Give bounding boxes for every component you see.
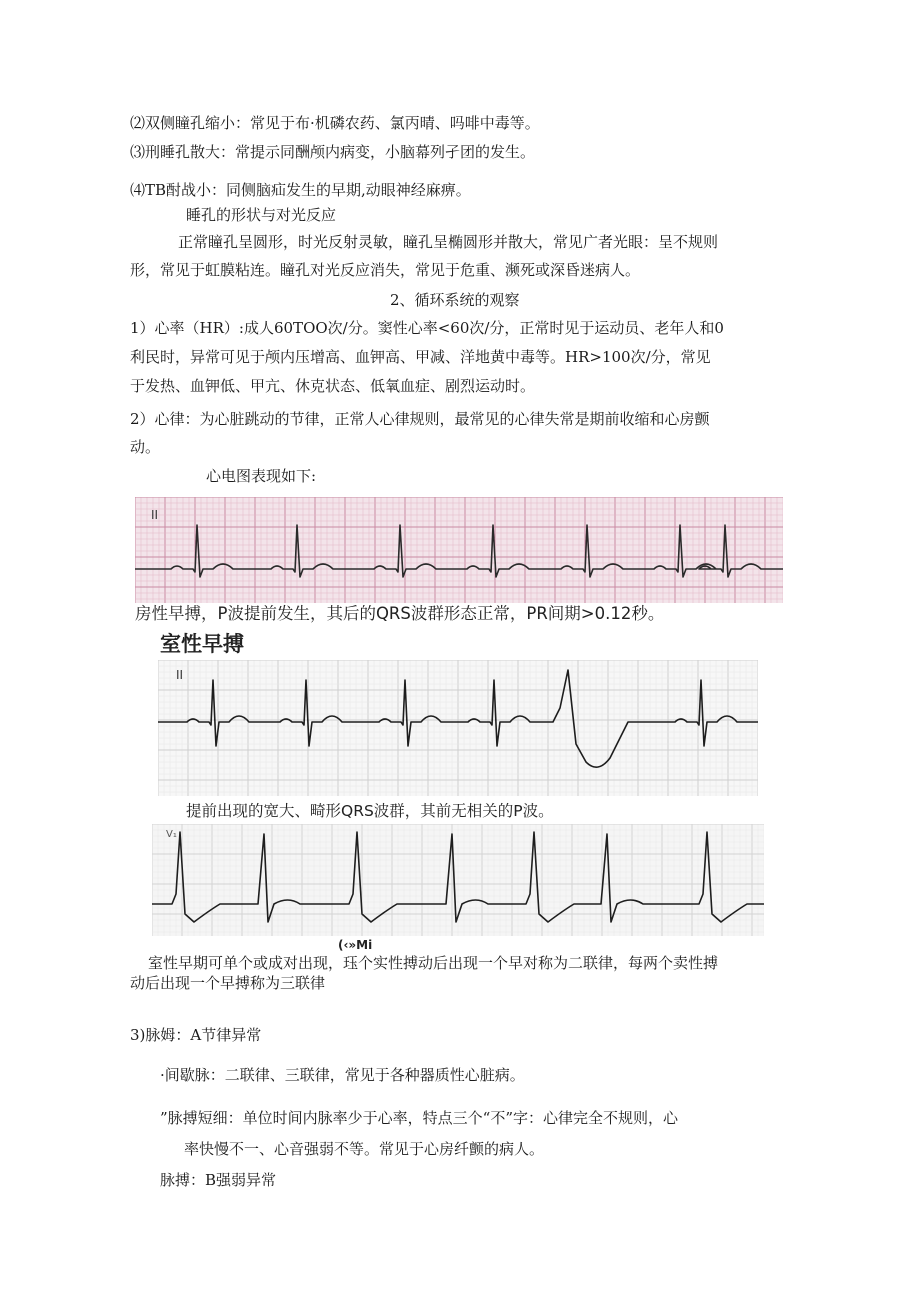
ecg-lead-label-2: II xyxy=(176,668,184,682)
caption-ventricular: 提前出现的宽大、畸形QRS波群，其前无相关的P波。 xyxy=(186,802,554,820)
strip3-caption-label: (‹»Mi xyxy=(338,938,373,952)
section-heading-circulation: 2、循环系统的观察 xyxy=(390,291,520,309)
text-mydriasis: ⑶刑睡孔散大：常提示同酬颅内病变，小脑幕列孑团的发生。 xyxy=(130,143,536,161)
text-pulse-strength: 脉搏：B强弱异常 xyxy=(160,1171,277,1189)
text-pulse-heading: 3)脉姆：A节律异常 xyxy=(130,1026,262,1044)
text-heart-rate-a: 1）心率（HR）:成人60TOO次/分。窦性心率<60次/分，正常时见于运动员、老年人和0 xyxy=(130,319,724,337)
subheading-pupil-shape: 睡孔的形状与对光反应 xyxy=(186,206,337,224)
ecg-strip-atrial xyxy=(135,497,783,603)
text-bilateral-miosis: ⑵双侧瞳孔缩小：常见于布·机磷农药、氯丙晴、吗啡中毒等。 xyxy=(130,114,540,132)
ecg-strip-bigeminy-svg xyxy=(152,824,764,936)
text-ecg-intro: 心电图表现如下: xyxy=(206,467,317,485)
text-rhythm-b: 动。 xyxy=(130,438,161,456)
text-intermittent-pulse: ·间歇脉：二联律、三联律，常见于各种器质性心脏病。 xyxy=(160,1066,525,1084)
text-rhythm-a: 2）心律：为心脏跳动的节律，正常人心律规则，最常见的心律失常是期前收缩和心房颤 xyxy=(130,410,710,428)
text-unilateral: ⑷TB酎战小：同侧脑疝发生的早期,动眼神经麻痹。 xyxy=(130,181,471,199)
text-heart-rate-b: 利民时，异常可见于颅内压增高、血钾高、甲减、洋地黄中毒等。HR>100次/分，常见 xyxy=(130,348,711,366)
text-bigeminy-b: 动后出现一个早搏称为三联律 xyxy=(130,974,326,992)
text-pulse-deficit-b: 率快慢不一、心音强弱不等。常见于心房纤颤的病人。 xyxy=(184,1140,545,1158)
ecg-strip-bigeminy xyxy=(152,824,764,936)
ecg-lead-label-3: V₁ xyxy=(166,829,177,840)
text-pupil-shape-a: 正常瞳孔呈圆形，时光反射灵敏，瞳孔呈椭圆形并散大，常见广者光眼：呈不规则 xyxy=(178,233,719,251)
text-heart-rate-c: 于发热、血钾低、甲亢、休克状态、低氧血症、剧烈运动时。 xyxy=(130,377,536,395)
text-bigeminy-a: 室性早期可单个或成对出现，珏个实性搏动后出现一个早对称为二联律，每两个卖性搏 xyxy=(148,954,719,972)
ecg-strip-ventricular-svg xyxy=(158,660,758,796)
caption-atrial-premature: 房性早搏，P波提前发生，其后的QRS波群形态正常，PR间期>0.12秒。 xyxy=(135,604,665,623)
text-pupil-shape-b: 形，常见于虹膜粘连。瞳孔对光反应消失，常见于危重、濒死或深昏迷病人。 xyxy=(130,261,641,279)
ecg-strip-atrial-svg xyxy=(135,497,783,603)
ecg-lead-label-1: II xyxy=(151,508,159,522)
ecg-strip-ventricular xyxy=(158,660,758,796)
text-pulse-deficit-a: ”脉搏短细：单位时间内脉率少于心率，特点三个“不”字：心律完全不规则，心 xyxy=(160,1109,679,1127)
heading-ventricular-premature: 室性早搏 xyxy=(160,632,244,656)
